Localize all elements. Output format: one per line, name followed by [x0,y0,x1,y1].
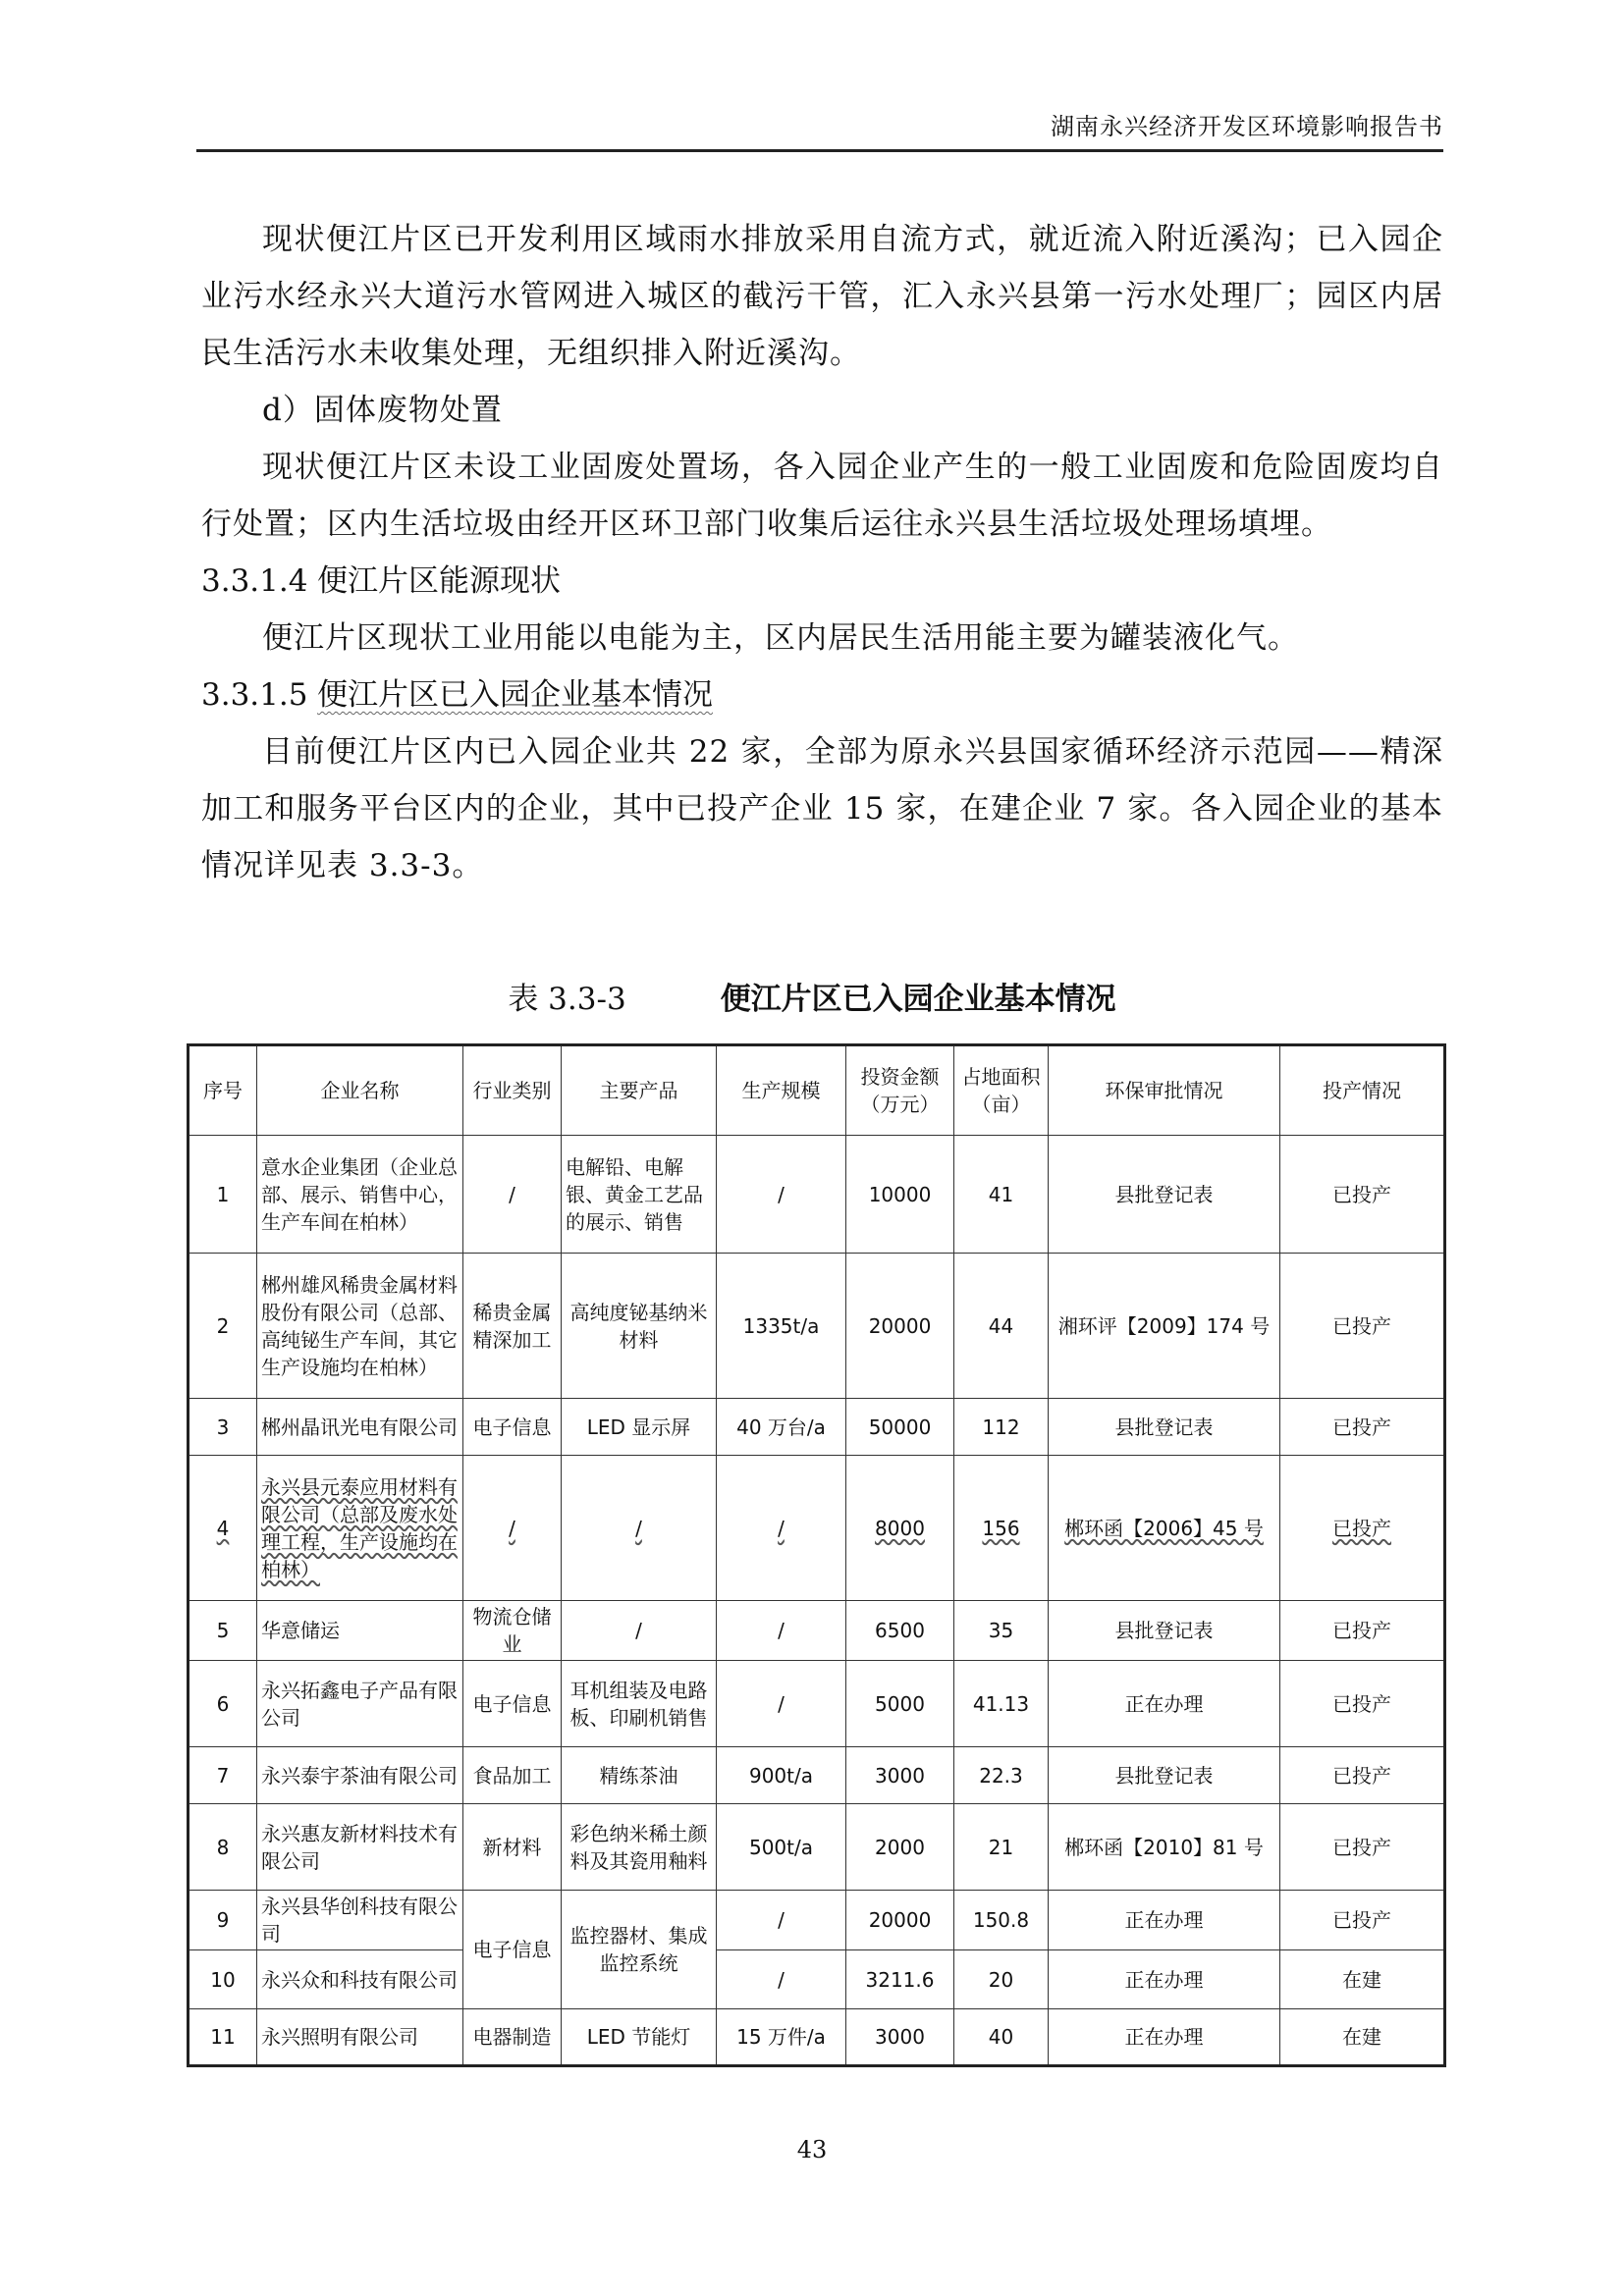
cell-name: 意水企业集团（企业总部、展示、销售中心，生产车间在柏林） [257,1136,463,1254]
header-title: 湖南永兴经济开发区环境影响报告书 [1051,113,1443,140]
heading-solid-waste: d）固体废物处置 [262,393,503,428]
cell-area: 21 [954,1804,1049,1891]
cell-name: 郴州晶讯光电有限公司 [257,1399,463,1456]
cell-area: 20 [954,1950,1049,2009]
cell-product: 高纯度铋基纳米材料 [562,1254,717,1399]
cell-product: 电解铅、电解银、黄金工艺品的展示、销售 [562,1136,717,1254]
cell-industry: 物流仓储业 [463,1601,562,1661]
cell-approval: 县批登记表 [1049,1747,1280,1804]
cell-invest: 2000 [846,1804,954,1891]
cell-scale: / [717,1950,846,2009]
cell-area: 22.3 [954,1747,1049,1804]
table-row [189,1254,1445,1399]
cell-status: 已投产 [1280,1136,1445,1254]
cell-approval: 县批登记表 [1049,1601,1280,1661]
cell-invest: 3000 [846,2009,954,2066]
table-caption: 表 3.3-3 便江片区已入园企业基本情况 [508,982,1116,1017]
cell-scale: / [717,1456,846,1601]
cell-approval: 湘环评【2009】174 号 [1049,1254,1280,1399]
cell-scale: 15 万件/a [717,2009,846,2066]
cell-name: 永兴拓鑫电子产品有限公司 [257,1661,463,1747]
cell-area: 35 [954,1601,1049,1661]
cell-invest: 5000 [846,1661,954,1747]
col-header-approval: 环保审批情况 [1049,1045,1280,1136]
table-row [189,2009,1445,2066]
cell-industry: 电子信息 [463,1891,562,2009]
cell-approval: 郴环函【2010】81 号 [1049,1804,1280,1891]
table-row [189,1950,1445,2009]
enterprise-table [187,1043,1446,2067]
cell-product: LED 节能灯 [562,2009,717,2066]
cell-approval: 郴环函【2006】45 号 [1049,1456,1280,1601]
cell-name: 永兴照明有限公司 [257,2009,463,2066]
cell-name: 永兴惠友新材料技术有限公司 [257,1804,463,1891]
cell-name: 郴州雄风稀贵金属材料股份有限公司（总部、高纯铋生产车间，其它生产设施均在柏林） [257,1254,463,1399]
page-number: 43 [796,2136,828,2163]
cell-invest: 20000 [846,1254,954,1399]
cell-scale: 500t/a [717,1804,846,1891]
cell-no: 1 [189,1136,257,1254]
cell-approval: 正在办理 [1049,2009,1280,2066]
cell-name: 华意储运 [257,1601,463,1661]
cell-product: / [562,1456,717,1601]
cell-industry: 电子信息 [463,1399,562,1456]
cell-status: 已投产 [1280,1601,1445,1661]
paragraph-drainage: 现状便江片区已开发利用区域雨水排放采用自流方式，就近流入附近溪沟；已入园企业污水经永兴大道污水管网进入城区的截污干管，汇入永兴县第一污水处理厂；园区内居民生活污水未收集处理，无组织排入附近溪沟。 [201,222,1443,371]
cell-area: 112 [954,1399,1049,1456]
col-header-status: 投产情况 [1280,1045,1445,1136]
cell-approval: 县批登记表 [1049,1136,1280,1254]
cell-scale: 40 万台/a [717,1399,846,1456]
cell-no: 11 [189,2009,257,2066]
cell-invest: 3000 [846,1747,954,1804]
cell-scale: / [717,1136,846,1254]
cell-no: 10 [189,1950,257,2009]
col-header-invest: 投资金额（万元） [846,1045,954,1136]
cell-area: 40 [954,2009,1049,2066]
cell-product: 耳机组装及电路板、印刷机销售 [562,1661,717,1747]
cell-scale: 900t/a [717,1747,846,1804]
cell-no: 2 [189,1254,257,1399]
cell-industry: 新材料 [463,1804,562,1891]
section-heading-3-3-1-5: 3.3.1.5 便江片区已入园企业基本情况 [201,677,713,713]
cell-status: 已投产 [1280,1456,1445,1601]
cell-name: 永兴众和科技有限公司 [257,1950,463,2009]
table-row [189,1456,1445,1601]
table-row [189,1136,1445,1254]
cell-status: 在建 [1280,2009,1445,2066]
table-row [189,1601,1445,1661]
table-row [189,1891,1445,1950]
cell-status: 已投产 [1280,1399,1445,1456]
col-header-product: 主要产品 [562,1045,717,1136]
cell-no: 6 [189,1661,257,1747]
cell-product: LED 显示屏 [562,1399,717,1456]
table-row [189,1399,1445,1456]
cell-scale: / [717,1661,846,1747]
cell-industry: 电器制造 [463,2009,562,2066]
table-row [189,1804,1445,1891]
body-text [201,211,1443,894]
cell-industry: 食品加工 [463,1747,562,1804]
cell-status: 已投产 [1280,1747,1445,1804]
col-header-no: 序号 [189,1045,257,1136]
table-header-row [189,1045,1445,1136]
cell-industry: 稀贵金属精深加工 [463,1254,562,1399]
cell-approval: 正在办理 [1049,1891,1280,1950]
section-heading-3-3-1-4: 3.3.1.4 便江片区能源现状 [201,563,561,599]
cell-approval: 正在办理 [1049,1950,1280,2009]
cell-invest: 6500 [846,1601,954,1661]
cell-area: 44 [954,1254,1049,1399]
col-header-area: 占地面积（亩） [954,1045,1049,1136]
cell-industry: / [463,1136,562,1254]
cell-scale: / [717,1891,846,1950]
cell-no: 5 [189,1601,257,1661]
cell-area: 150.8 [954,1891,1049,1950]
cell-product: 彩色纳米稀土颜料及其瓷用釉料 [562,1804,717,1891]
cell-product: / [562,1601,717,1661]
cell-status: 已投产 [1280,1254,1445,1399]
paragraph-energy: 便江片区现状工业用能以电能为主，区内居民生活用能主要为罐装液化气。 [262,620,1299,656]
cell-name: 永兴县元泰应用材料有限公司（总部及废水处理工程，生产设施均在柏林） [257,1456,463,1601]
cell-product: 精练茶油 [562,1747,717,1804]
cell-invest: 3211.6 [846,1950,954,2009]
cell-industry: / [463,1456,562,1601]
table-row [189,1661,1445,1747]
cell-invest: 8000 [846,1456,954,1601]
cell-no: 8 [189,1804,257,1891]
cell-approval: 正在办理 [1049,1661,1280,1747]
cell-status: 已投产 [1280,1804,1445,1891]
page-header [196,98,1443,152]
cell-status: 在建 [1280,1950,1445,2009]
cell-product: 监控器材、集成监控系统 [562,1891,717,2009]
paragraph-solid-waste: 现状便江片区未设工业固废处置场，各入园企业产生的一般工业固废和危险固废均自行处置；区内生活垃圾由经开区环卫部门收集后运往永兴县生活垃圾处理场填埋。 [201,450,1443,542]
cell-scale: / [717,1601,846,1661]
table-row [189,1747,1445,1804]
cell-invest: 10000 [846,1136,954,1254]
cell-no: 4 [189,1456,257,1601]
cell-area: 41.13 [954,1661,1049,1747]
cell-scale: 1335t/a [717,1254,846,1399]
cell-area: 156 [954,1456,1049,1601]
cell-invest: 20000 [846,1891,954,1950]
cell-status: 已投产 [1280,1891,1445,1950]
cell-industry: 电子信息 [463,1661,562,1747]
cell-no: 7 [189,1747,257,1804]
cell-no: 3 [189,1399,257,1456]
cell-name: 永兴泰宇茶油有限公司 [257,1747,463,1804]
cell-name: 永兴县华创科技有限公司 [257,1891,463,1950]
col-header-name: 企业名称 [257,1045,463,1136]
col-header-scale: 生产规模 [717,1045,846,1136]
cell-invest: 50000 [846,1399,954,1456]
cell-area: 41 [954,1136,1049,1254]
cell-approval: 县批登记表 [1049,1399,1280,1456]
col-header-industry: 行业类别 [463,1045,562,1136]
cell-no: 9 [189,1891,257,1950]
cell-status: 已投产 [1280,1661,1445,1747]
paragraph-enterprises: 目前便江片区内已入园企业共 22 家，全部为原永兴县国家循环经济示范园——精深加工和服务平台区内的企业，其中已投产企业 15 家，在建企业 7 家。各入园企业的基本情况详见表 3.3-3。 [201,734,1443,883]
